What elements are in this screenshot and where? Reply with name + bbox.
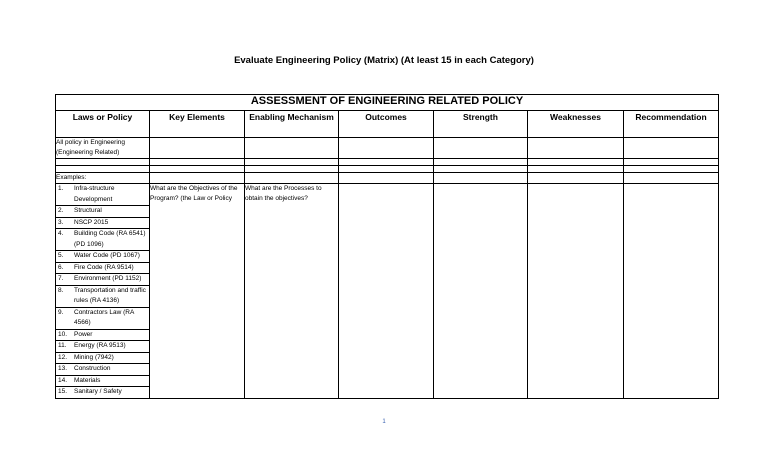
law-number: 8. bbox=[58, 286, 64, 294]
list-item bbox=[56, 218, 149, 230]
examples-label: Examples: bbox=[56, 173, 150, 184]
law-text: NSCP 2015 bbox=[74, 218, 109, 226]
law-number: 15. bbox=[58, 388, 68, 395]
page-number: 1 bbox=[382, 419, 386, 425]
law-number: 4. bbox=[58, 230, 64, 237]
list-item bbox=[56, 376, 149, 388]
list-item bbox=[56, 353, 149, 365]
law-number: 10. bbox=[58, 330, 68, 338]
list-item bbox=[56, 184, 149, 206]
list-item bbox=[56, 263, 149, 275]
law-number: 6. bbox=[58, 263, 64, 271]
law-number: 2. bbox=[58, 207, 64, 214]
column-header-strength: Strength bbox=[434, 111, 528, 138]
list-item bbox=[56, 274, 149, 286]
column-header-weaknesses: Weaknesses bbox=[528, 111, 624, 138]
enabling-mechanism-note: What are the Processes to obtain the objectives? bbox=[245, 184, 339, 399]
law-text: Fire Code (RA 9514) bbox=[74, 263, 134, 271]
law-number: 9. bbox=[58, 308, 64, 316]
table-heading: ASSESSMENT OF ENGINEERING RELATED POLICY bbox=[56, 95, 719, 111]
table-row bbox=[56, 159, 719, 166]
laws-list bbox=[56, 184, 149, 398]
policy-matrix-table bbox=[55, 94, 719, 399]
law-text: Power bbox=[74, 330, 93, 338]
list-item bbox=[56, 206, 149, 218]
law-text: Building Code (RA 6541) (PD 1096) bbox=[74, 230, 146, 248]
law-number: 14. bbox=[58, 376, 68, 384]
law-text: Water Code (PD 1067) bbox=[74, 252, 140, 259]
column-header-row bbox=[56, 111, 719, 138]
law-text: Construction bbox=[74, 365, 111, 372]
list-item bbox=[56, 330, 149, 342]
list-item bbox=[56, 308, 149, 330]
table-row bbox=[56, 166, 719, 173]
law-text: Transportation and traffic rules (RA 4136) bbox=[74, 286, 146, 304]
column-header-key-elements: Key Elements bbox=[150, 111, 245, 138]
law-number: 1. bbox=[58, 185, 64, 192]
law-number: 11. bbox=[58, 342, 67, 349]
list-item bbox=[56, 387, 149, 398]
column-header-recommendation: Recommendation bbox=[624, 111, 719, 138]
law-text: Environment (PD 1152) bbox=[74, 275, 142, 282]
law-number: 12. bbox=[58, 353, 68, 361]
law-text: Structural bbox=[74, 207, 102, 214]
law-text: Contractors Law (RA 4566) bbox=[74, 308, 134, 326]
table-row bbox=[56, 184, 719, 399]
table-row bbox=[56, 138, 719, 159]
list-item bbox=[56, 341, 149, 353]
table-row bbox=[56, 173, 719, 184]
law-text: Energy (RA 9513) bbox=[74, 342, 126, 349]
list-item bbox=[56, 251, 149, 263]
law-number: 7. bbox=[58, 275, 64, 282]
law-number: 5. bbox=[58, 252, 64, 259]
law-number: 3. bbox=[58, 218, 64, 226]
column-header-enabling-mechanism: Enabling Mechanism bbox=[245, 111, 339, 138]
column-header-laws: Laws or Policy bbox=[56, 111, 150, 138]
list-item bbox=[56, 229, 149, 251]
list-item bbox=[56, 364, 149, 376]
document-title: Evaluate Engineering Policy (Matrix) (At least 15 in each Category) bbox=[234, 55, 534, 66]
law-text: Infra-structure Development bbox=[74, 185, 115, 203]
law-text: Mining (7942) bbox=[74, 353, 114, 361]
list-item bbox=[56, 286, 149, 308]
key-elements-note: What are the Objectives of the Program? (the Law or Policy bbox=[150, 184, 245, 399]
law-text: Materials bbox=[74, 376, 101, 384]
law-text: Sanitary / Safety bbox=[74, 388, 122, 395]
law-number: 13. bbox=[58, 365, 68, 372]
column-header-outcomes: Outcomes bbox=[339, 111, 434, 138]
laws-list-cell bbox=[56, 184, 150, 399]
all-policy-cell: All policy in Engineering (Engineering Related) bbox=[56, 138, 150, 159]
